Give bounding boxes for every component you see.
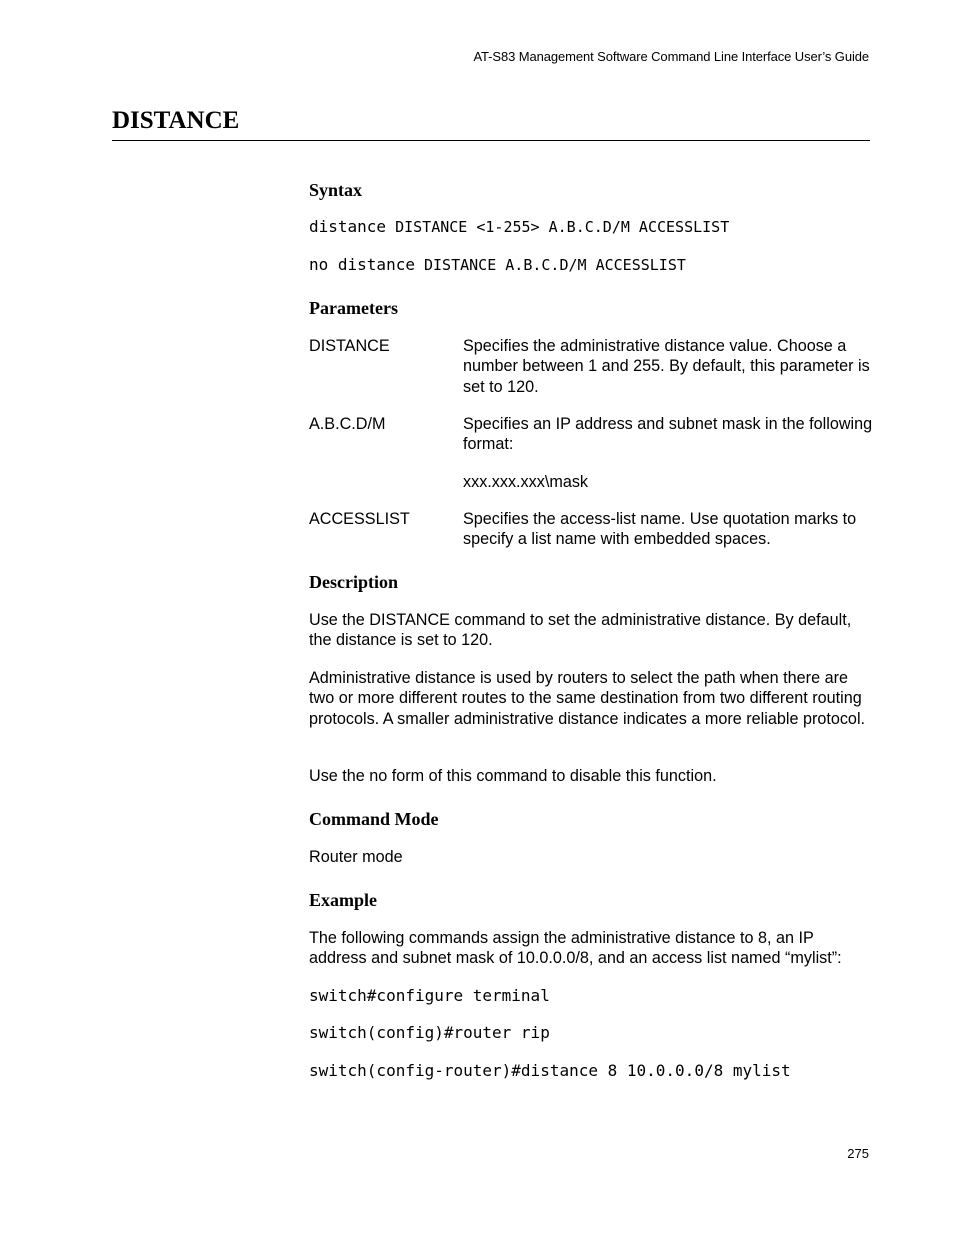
- syntax-line-2-args: DISTANCE A.B.C.D/M ACCESSLIST: [414, 256, 686, 274]
- syntax-line-1-command: distance: [309, 217, 387, 236]
- title-rule: [112, 140, 870, 141]
- example-command-2: switch(config)#router rip: [309, 1023, 550, 1042]
- example-heading: Example: [309, 890, 378, 910]
- description-paragraph-1: Use the DISTANCE command to set the administrative distance. By default, the distance is set to 120.: [309, 611, 852, 650]
- running-header: AT-S83 Management Software Command Line Interface User’s Guide: [473, 49, 869, 64]
- param-name-accesslist: ACCESSLIST: [309, 510, 410, 528]
- syntax-line-2: [309, 255, 686, 275]
- example-command-1: switch#configure terminal: [309, 986, 550, 1005]
- param-name-distance: DISTANCE: [309, 337, 390, 355]
- page-title: DISTANCE: [112, 107, 240, 134]
- syntax-line-2-command: no distance: [309, 255, 415, 274]
- param-desc-accesslist: Specifies the access-list name. Use quotation marks to specify a list name with embedded spaces.: [463, 510, 857, 549]
- syntax-line-1-args: DISTANCE <1-255> A.B.C.D/M ACCESSLIST: [386, 218, 730, 236]
- param-name-address: A.B.C.D/M: [309, 415, 386, 433]
- description-heading: Description: [309, 572, 398, 592]
- page-number: 275: [847, 1146, 869, 1161]
- command-mode-heading: Command Mode: [309, 809, 439, 829]
- example-command-3: switch(config-router)#distance 8 10.0.0.0/8 mylist: [309, 1061, 791, 1080]
- command-mode-value: Router mode: [309, 848, 403, 866]
- syntax-heading: Syntax: [309, 180, 363, 200]
- parameters-heading: Parameters: [309, 298, 398, 318]
- param-desc-address: Specifies an IP address and subnet mask in the following format:: [463, 415, 873, 454]
- param-format-address: xxx.xxx.xxx\mask: [463, 473, 589, 491]
- example-intro: The following commands assign the administrative distance to 8, an IP address and subnet mask of 10.0.0.0/8, and an access list named “mylist”:: [309, 929, 842, 968]
- param-desc-distance: Specifies the administrative distance value. Choose a number between 1 and 255. By default, this parameter is set to 120.: [463, 337, 870, 396]
- description-paragraph-2: Administrative distance is used by routers to select the path when there are two or more different routes to the same destination from two different routing protocols. A smaller administrative distance indicates a more reliable protocol.: [309, 669, 866, 728]
- description-paragraph-3: Use the no form of this command to disable this function.: [309, 767, 717, 785]
- syntax-line-1: [309, 217, 729, 237]
